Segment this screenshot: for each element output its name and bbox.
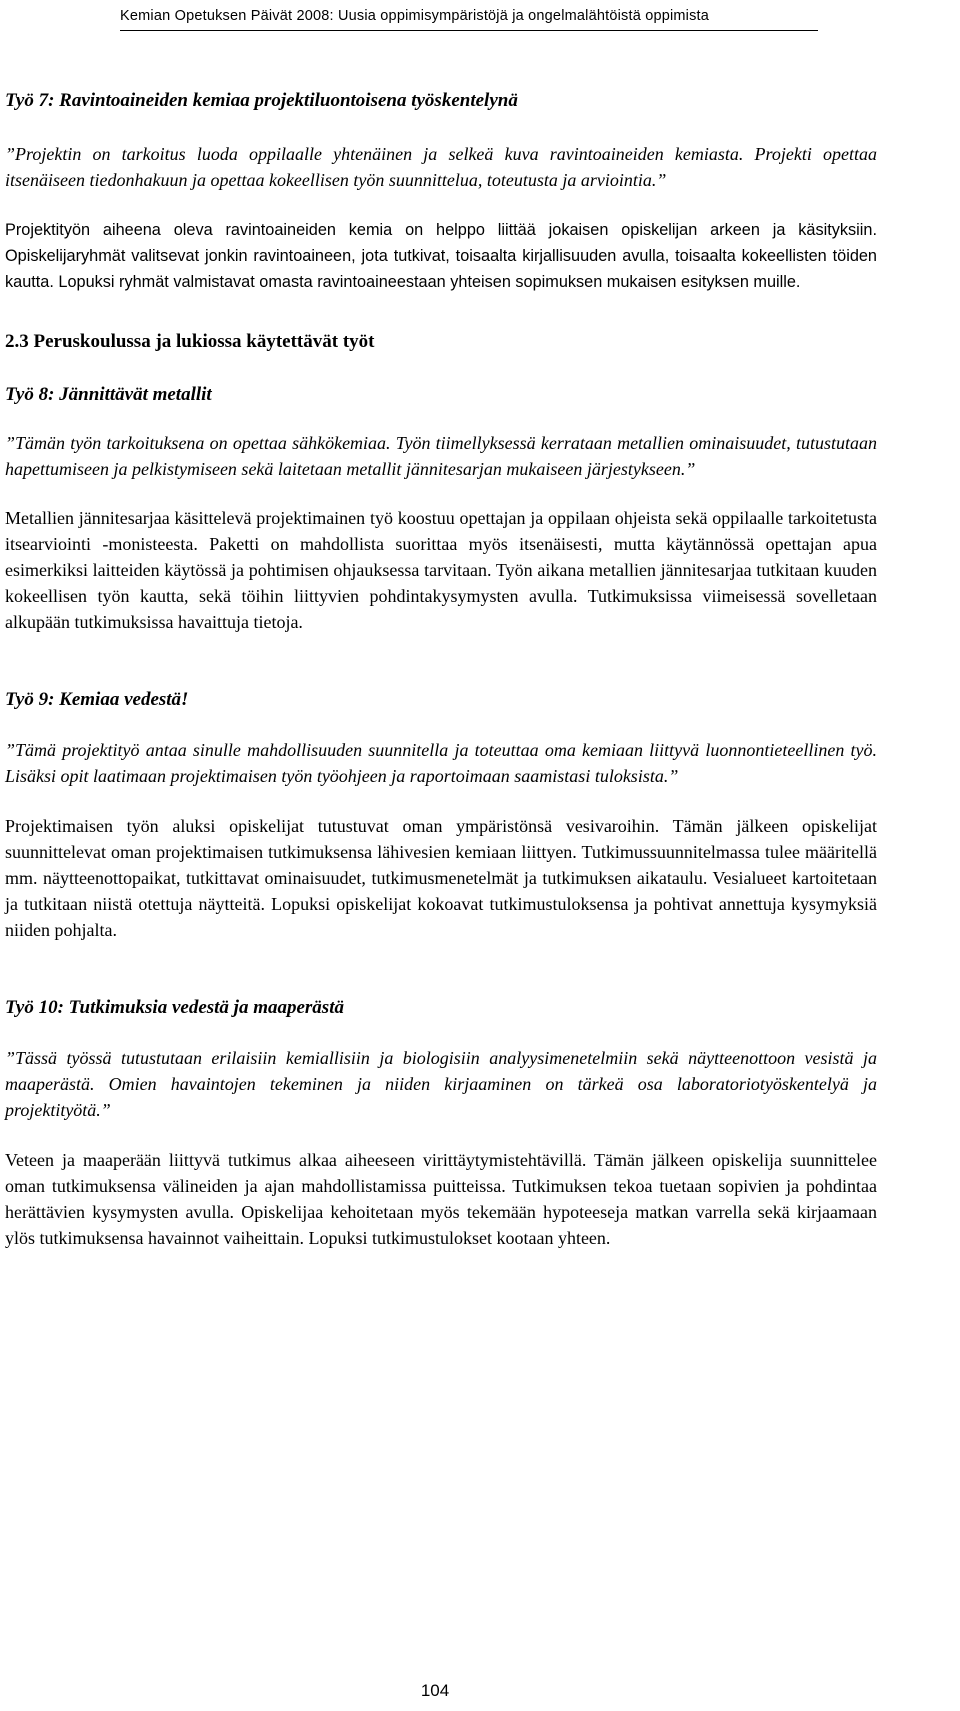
- page-number: 104: [420, 1681, 450, 1700]
- work-7-quote: ”Projektin on tarkoitus luoda oppilaalle yhtenäinen ja selkeä kuva ravintoaineiden kemiasta. Projekti opettaa itsenäiseen tiedonhakuun ja opettaa kokeellisen työn suunnittelua, toteutusta ja arviointia.”: [5, 144, 877, 190]
- work-8-quote: ”Tämän työn tarkoituksena on opettaa sähkökemiaa. Työn tiimellyksessä kerrataan metallien ominaisuudet, tutustutaan hapettumiseen ja pelkistymiseen sekä laitetaan metallit jännitesarjan mukaiseen järjestykseen.”: [5, 433, 877, 479]
- page-content: [5, 82, 877, 1251]
- work-10-quote: ”Tässä työssä tutustutaan erilaisiin kemiallisiin ja biologisiin analyysimenetelmiin sekä näytteenottoon vesistä ja maaperästä. Omien havaintojen tekeminen ja niiden kirjaaminen on tärkeä osa laboratoriotyöskentelyä ja projektityötä.”: [5, 1048, 877, 1120]
- running-header: Kemian Opetuksen Päivät 2008: Uusia oppimisympäristöjä ja ongelmalähtöistä oppimista: [120, 8, 710, 24]
- header-rule: [120, 30, 818, 31]
- work-8-body: Metallien jännitesarjaa käsittelevä projektimainen työ koostuu opettajan ja oppilaan ohjeista sekä oppilaalle tarkoitetusta itsearviointi -monisteesta. Paketti on mahdollista suorittaa myös itsenäisesti, mutta käytännössä opettajan apua esimerkiksi laitteiden käytössä ja pohtimisen ohjauksessa tarvitaan. Työn aikana metallien jännitesarjaa tutkitaan kuuden kokeellisen työn kautta, sekä töihin liittyvien pohdintakysymysten avulla. Tutkimuksissa viimeisessä sovelletaan alkupään tutkimuksissa havaittuja tietoja.: [5, 508, 877, 632]
- work-7-title: Työ 7: Ravintoaineiden kemiaa projektiluontoisena työskentelynä: [5, 90, 518, 111]
- section-2-3-title: 2.3 Peruskoulussa ja lukiossa käytettävät työt: [5, 331, 375, 352]
- work-9-title: Työ 9: Kemiaa vedestä!: [5, 689, 189, 710]
- work-8-title: Työ 8: Jännittävät metallit: [5, 384, 212, 405]
- work-7-body: Projektityön aiheena oleva ravintoaineiden kemia on helppo liittää jokaisen opiskelijan arkeen ja käsityksiin. Opiskelijaryhmät valitsevat jonkin ravintoaineen, jota tutkivat, toisaalta kirjallisuuden avulla, toisaalta kokeellisten töiden kautta. Lopuksi ryhmät valmistavat omasta ravintoaineestaan yhteisen sopimuksen mukaisen esityksen muille.: [5, 221, 877, 291]
- work-10-title: Työ 10: Tutkimuksia vedestä ja maaperästä: [5, 997, 344, 1018]
- work-9-body: Projektimaisen työn aluksi opiskelijat tutustuvat oman ympäristönsä vesivaroihin. Tämän jälkeen opiskelijat suunnittelevat oman projektimaisen tutkimuksensa lähivesien kemiaan liittyen. Tutkimussuunnitelmassa tulee määritellä mm. näytteenottopaikat, tutkittavat ominaisuudet, tutkimusmenetelmät ja tutkimuksen aikataulu. Vesialueet kartoitetaan ja tutkitaan niistä otettuja näytteitä. Lopuksi opiskelijat kokoavat tutkimustuloksensa ja pohtivat annettuja kysymyksiä niiden pohjalta.: [5, 816, 877, 940]
- work-10-body: Veteen ja maaperään liittyvä tutkimus alkaa aiheeseen virittäytymistehtävillä. Tämän jälkeen opiskelija suunnittelee oman tutkimuksensa välineiden ja ajan mahdollistamissa puitteissa. Tutkimuksen tekoa tuetaan sopivien ja pohdintaa herättävien kysymysten avulla. Opiskelijaa kehoitetaan myös tekemään hypoteeseja matkan varrella sekä kirjaamaan ylös tutkimuksensa havainnot vaiheittain. Lopuksi tutkimustulokset kootaan yhteen.: [5, 1150, 877, 1248]
- work-9-quote: ”Tämä projektityö antaa sinulle mahdollisuuden suunnitella ja toteuttaa oma kemiaan liittyvä luonnontieteellinen työ. Lisäksi opit laatimaan projektimaisen työn työohjeen ja raportoimaan saamistasi tuloksista.”: [5, 740, 877, 786]
